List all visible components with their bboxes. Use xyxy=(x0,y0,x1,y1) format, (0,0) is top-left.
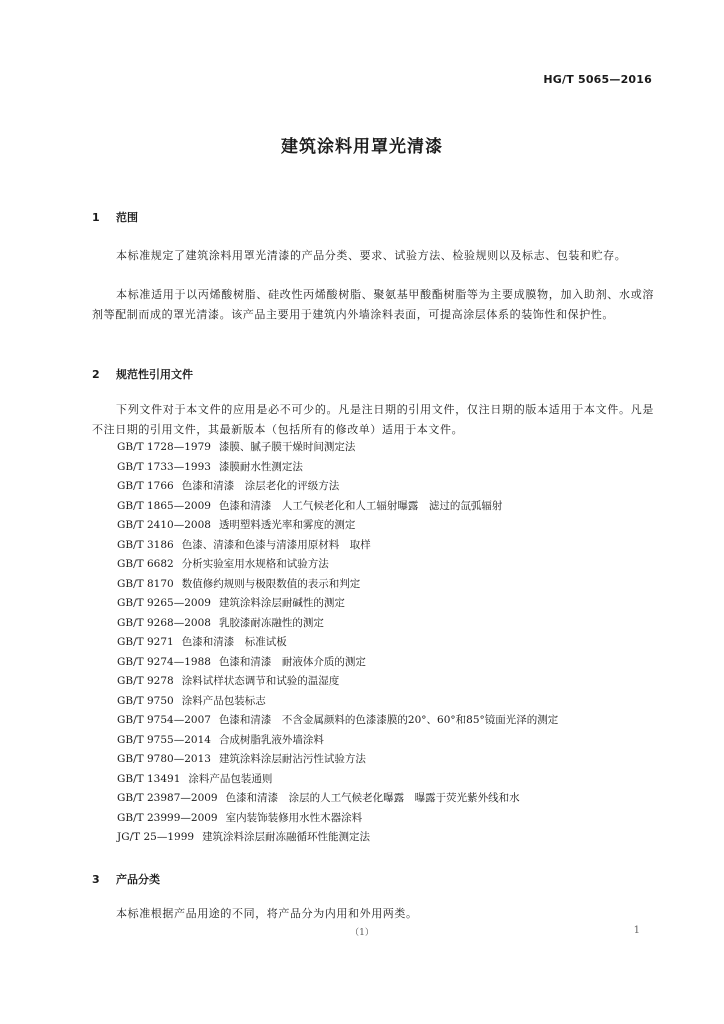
document-title: 建筑涂料用罩光清漆 xyxy=(281,137,443,157)
reference-item xyxy=(117,731,558,751)
reference-code: JG/T 25—1999 xyxy=(117,831,195,843)
standard-code: HG/T 5065—2016 xyxy=(543,73,652,86)
reference-code: GB/T 1766 xyxy=(117,480,174,492)
reference-title: 合成树脂乳液外墙涂料 xyxy=(218,733,324,746)
section-number: 1 xyxy=(92,211,100,224)
reference-title: 色漆和清漆 标准试板 xyxy=(181,636,287,648)
section-number: 3 xyxy=(92,873,100,886)
reference-code: GB/T 9278 xyxy=(117,675,174,687)
reference-item xyxy=(117,477,558,497)
reference-code: GB/T 6682 xyxy=(117,558,174,570)
page-number: 1 xyxy=(633,925,640,936)
reference-title: 数值修约规则与极限数值的表示和判定 xyxy=(181,577,361,590)
reference-title: 分析实验室用水规格和试验方法 xyxy=(181,558,329,570)
reference-code: GB/T 8170 xyxy=(117,577,174,590)
reference-item xyxy=(117,672,558,692)
reference-title: 色漆、清漆和色漆与清漆用原材料 取样 xyxy=(181,538,371,551)
reference-title: 涂料产品包装标志 xyxy=(181,694,266,707)
section-1-heading xyxy=(92,209,138,225)
reference-item xyxy=(117,555,558,575)
reference-code: GB/T 9265—2009 xyxy=(117,597,211,609)
reference-item xyxy=(117,750,558,770)
reference-item xyxy=(117,516,558,536)
section-1-paragraph-2: 本标准适用于以丙烯酸树脂、硅改性丙烯酸树脂、聚氨基甲酸酯树脂等为主要成膜物，加入助剂、水或溶剂等配制而成的罩光清漆。该产品主要用于建筑内外墙涂料表面，可提高涂层体系的装饰性和保护性。 xyxy=(92,288,654,321)
reference-title: 色漆和清漆 涂层老化的评级方法 xyxy=(181,480,340,492)
section-3-heading xyxy=(92,871,160,887)
reference-title: 建筑涂料涂层耐碱性的测定 xyxy=(218,597,345,609)
reference-code: GB/T 1733—1993 xyxy=(117,460,211,473)
reference-title: 室内装饰装修用水性木器涂料 xyxy=(225,811,363,824)
reference-code: GB/T 23999—2009 xyxy=(117,811,218,824)
reference-item xyxy=(117,614,558,634)
reference-code: GB/T 9750 xyxy=(117,694,174,707)
reference-item xyxy=(117,438,558,458)
reference-code: GB/T 1728—1979 xyxy=(117,441,211,453)
reference-code: GB/T 9268—2008 xyxy=(117,616,211,629)
reference-title: 建筑涂料涂层耐冻融循环性能测定法 xyxy=(202,831,371,843)
section-title: 规范性引用文件 xyxy=(116,368,193,381)
section-1-paragraph-1: 本标准规定了建筑涂料用罩光清漆的产品分类、要求、试验方法、检验规则以及标志、包装和贮存。 xyxy=(116,249,627,262)
reference-code: GB/T 3186 xyxy=(117,538,174,551)
reference-code: GB/T 9755—2014 xyxy=(117,733,211,746)
reference-item xyxy=(117,594,558,614)
reference-item xyxy=(117,711,558,731)
reference-title: 透明塑料透光率和雾度的测定 xyxy=(218,519,356,531)
reference-item xyxy=(117,770,558,790)
reference-item xyxy=(117,497,558,517)
reference-code: GB/T 9780—2013 xyxy=(117,753,211,765)
section-2-heading xyxy=(92,366,193,382)
reference-title: 涂料试样状态调节和试验的温湿度 xyxy=(181,675,340,687)
reference-code: GB/T 9271 xyxy=(117,636,174,648)
reference-item xyxy=(117,789,558,809)
reference-code: GB/T 9754—2007 xyxy=(117,714,211,726)
reference-title: 色漆和清漆 涂层的人工气候老化曝露 曝露于荧光紫外线和水 xyxy=(225,792,520,804)
section-3-paragraph-1: 本标准根据产品用途的不同，将产品分为内用和外用两类。 xyxy=(116,907,418,920)
reference-item xyxy=(117,809,558,829)
page-label: （1） xyxy=(350,928,374,938)
reference-item xyxy=(117,692,558,712)
reference-item xyxy=(117,653,558,673)
reference-item xyxy=(117,458,558,478)
reference-code: GB/T 23987—2009 xyxy=(117,792,218,804)
reference-title: 建筑涂料涂层耐沾污性试验方法 xyxy=(218,753,366,765)
reference-title: 漆膜、腻子膜干燥时间测定法 xyxy=(218,441,356,453)
reference-code: GB/T 9274—1988 xyxy=(117,655,211,668)
section-title: 范围 xyxy=(116,211,138,224)
reference-title: 色漆和清漆 人工气候老化和人工辐射曝露 滤过的氙弧辐射 xyxy=(218,499,503,512)
section-number: 2 xyxy=(92,368,100,381)
reference-title: 漆膜耐水性测定法 xyxy=(218,460,303,473)
reference-item xyxy=(117,536,558,556)
reference-title: 乳胶漆耐冻融性的测定 xyxy=(218,616,324,629)
section-2-paragraph-1: 下列文件对于本文件的应用是必不可少的。凡是注日期的引用文件，仅注日期的版本适用于本文件。凡是不注日期的引用文件，其最新版本（包括所有的修改单）适用于本文件。 xyxy=(92,403,654,436)
reference-list xyxy=(117,438,558,848)
section-title: 产品分类 xyxy=(116,873,160,886)
reference-item xyxy=(117,575,558,595)
reference-title: 色漆和清漆 耐液体介质的测定 xyxy=(218,655,366,668)
reference-item xyxy=(117,828,558,848)
reference-title: 色漆和清漆 不含金属颜料的色漆漆膜的20°、60°和85°镜面光泽的测定 xyxy=(218,714,559,726)
reference-code: GB/T 13491 xyxy=(117,772,181,785)
reference-item xyxy=(117,633,558,653)
reference-code: GB/T 1865—2009 xyxy=(117,499,211,512)
reference-code: GB/T 2410—2008 xyxy=(117,519,211,531)
reference-title: 涂料产品包装通则 xyxy=(188,772,273,785)
